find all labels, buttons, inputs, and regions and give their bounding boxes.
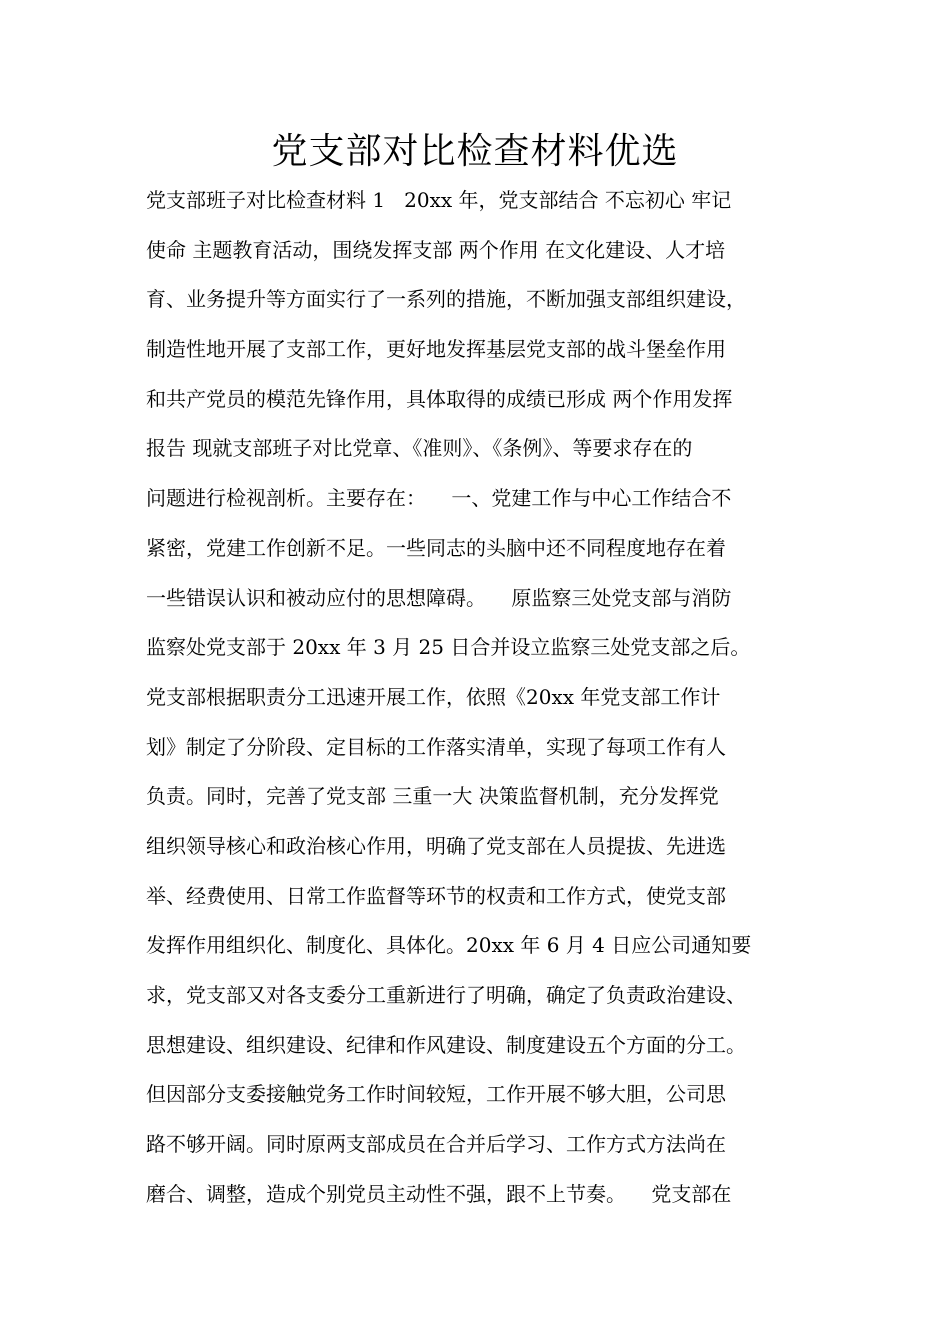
body-line: 紧密，党建工作创新不足。一些同志的头脑中还不同程度地存在着 xyxy=(146,535,726,560)
document-title: 党支部对比检查材料优选 xyxy=(271,131,679,172)
body-line: 思想建设、组织建设、纪律和作风建设、制度建设五个方面的分工。 xyxy=(146,1032,746,1057)
body-line: 制造性地开展了支部工作，更好地发挥基层党支部的战斗堡垒作用 xyxy=(146,337,726,362)
body-line: 组织领导核心和政治核心作用，明确了党支部在人员提拔、先进选 xyxy=(146,833,726,858)
body-line: 发挥作用组织化、制度化、具体化。20xx 年 6 月 4 日应公司通知要 xyxy=(146,933,752,958)
body-line: 党支部根据职责分工迅速开展工作，依照《20xx 年党支部工作计 xyxy=(146,684,721,709)
body-line: 育、业务提升等方面实行了一系列的措施，不断加强支部组织建设， xyxy=(146,287,746,312)
body-line: 举、经费使用、日常工作监督等环节的权责和工作方式，使党支部 xyxy=(146,883,726,908)
body-line: 一些错误认识和被动应付的思想障碍。 原监察三处党支部与消防 xyxy=(146,585,732,610)
body-line: 和共产党员的模范先锋作用，具体取得的成绩已形成 两个作用发挥 xyxy=(146,386,733,411)
body-line: 党支部班子对比检查材料 1 20xx 年，党支部结合 不忘初心 牢记 xyxy=(146,188,732,212)
body-line: 但因部分支委接触党务工作时间较短，工作开展不够大胆，公司思 xyxy=(146,1082,726,1107)
body-line: 磨合、调整，造成个别党员主动性不强，跟不上节奏。 党支部在 xyxy=(146,1181,732,1206)
document-body xyxy=(146,176,846,1219)
body-line: 报告 现就支部班子对比党章、《准则》、《条例》、等要求存在的 xyxy=(146,436,693,461)
body-line: 求，党支部又对各支委分工重新进行了明确，确定了负责政治建设、 xyxy=(146,983,746,1007)
body-line: 问题进行检视剖析。主要存在： 一、党建工作与中心工作结合不 xyxy=(146,486,732,511)
body-line: 路不够开阔。同时原两支部成员在合并后学习、工作方式方法尚在 xyxy=(146,1132,726,1157)
body-line: 监察处党支部于 20xx 年 3 月 25 日合并设立监察三处党支部之后。 xyxy=(146,635,751,660)
body-line: 负责。同时，完善了党支部 三重一大 决策监督机制，充分发挥党 xyxy=(146,784,719,809)
body-line: 使命 主题教育活动，围绕发挥支部 两个作用 在文化建设、人才培 xyxy=(146,237,726,262)
body-line: 划》制定了分阶段、定目标的工作落实清单，实现了每项工作有人 xyxy=(146,734,726,759)
